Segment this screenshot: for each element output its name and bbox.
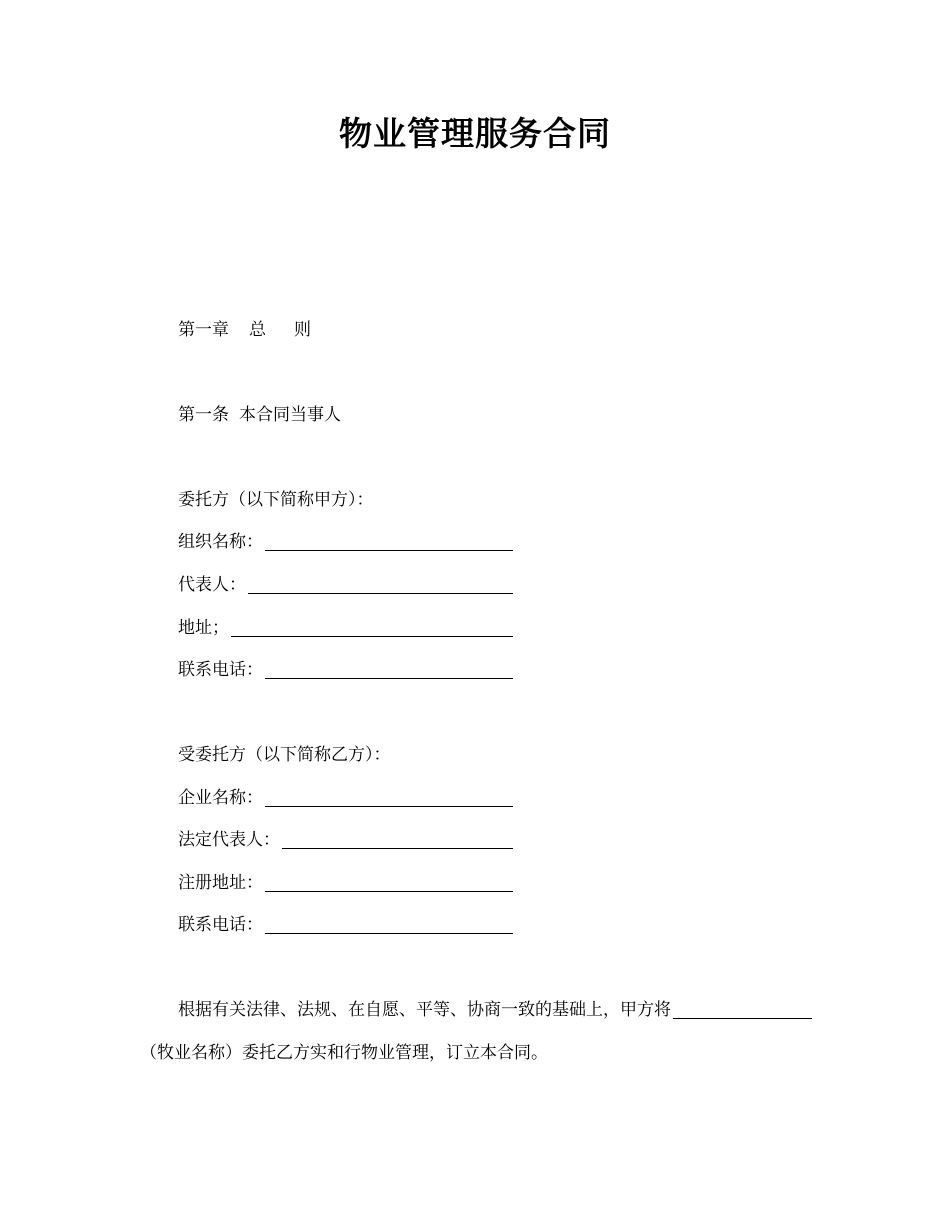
field-label: 注册地址： [178, 873, 263, 893]
field-label: 联系电话： [178, 660, 263, 680]
agreement-paragraph-line2: （牧业名称）委托乙方实和行物业管理，订立本合同。 [140, 1043, 548, 1063]
document-title: 物业管理服务合同 [339, 114, 611, 153]
fill-in-blank[interactable] [265, 787, 513, 807]
party-b-legal-representative-field [178, 828, 513, 852]
fill-in-blank[interactable] [265, 531, 513, 551]
field-label: 地址； [178, 618, 229, 638]
party-b-registered-address-field [178, 871, 513, 895]
field-label: 组织名称： [178, 532, 263, 552]
fill-in-blank[interactable] [265, 659, 513, 679]
field-label: 法定代表人： [178, 830, 280, 850]
article-heading [178, 403, 341, 427]
agreement-text-line1: 根据有关法律、法规、在自愿、平等、协商一致的基础上，甲方将 [178, 1000, 671, 1020]
party-b-heading: 受委托方（以下简称乙方）： [178, 745, 391, 765]
article-title: 本合同当事人 [239, 405, 341, 425]
chapter-name-part2: 则 [294, 320, 311, 340]
party-a-org-name-field [178, 530, 513, 554]
chapter-number: 第一章 [178, 320, 229, 340]
field-label: 企业名称： [178, 788, 263, 808]
fill-in-blank[interactable] [248, 574, 513, 594]
field-label: 代表人： [178, 575, 246, 595]
party-a-phone-field [178, 658, 513, 682]
fill-in-blank[interactable] [282, 829, 513, 849]
agreement-paragraph-line1 [178, 998, 812, 1022]
fill-in-blank[interactable] [265, 872, 513, 892]
property-name-blank[interactable] [673, 999, 812, 1019]
article-number: 第一条 [178, 405, 229, 425]
party-a-representative-field [178, 573, 513, 597]
party-b-phone-field [178, 913, 513, 937]
fill-in-blank[interactable] [231, 617, 513, 637]
party-a-heading: 委托方（以下简称甲方）： [178, 490, 374, 510]
chapter-name-part1: 总 [249, 320, 266, 340]
party-b-company-name-field [178, 786, 513, 810]
fill-in-blank[interactable] [265, 914, 513, 934]
field-label: 联系电话： [178, 915, 263, 935]
chapter-heading [178, 318, 311, 342]
party-a-address-field [178, 616, 513, 640]
